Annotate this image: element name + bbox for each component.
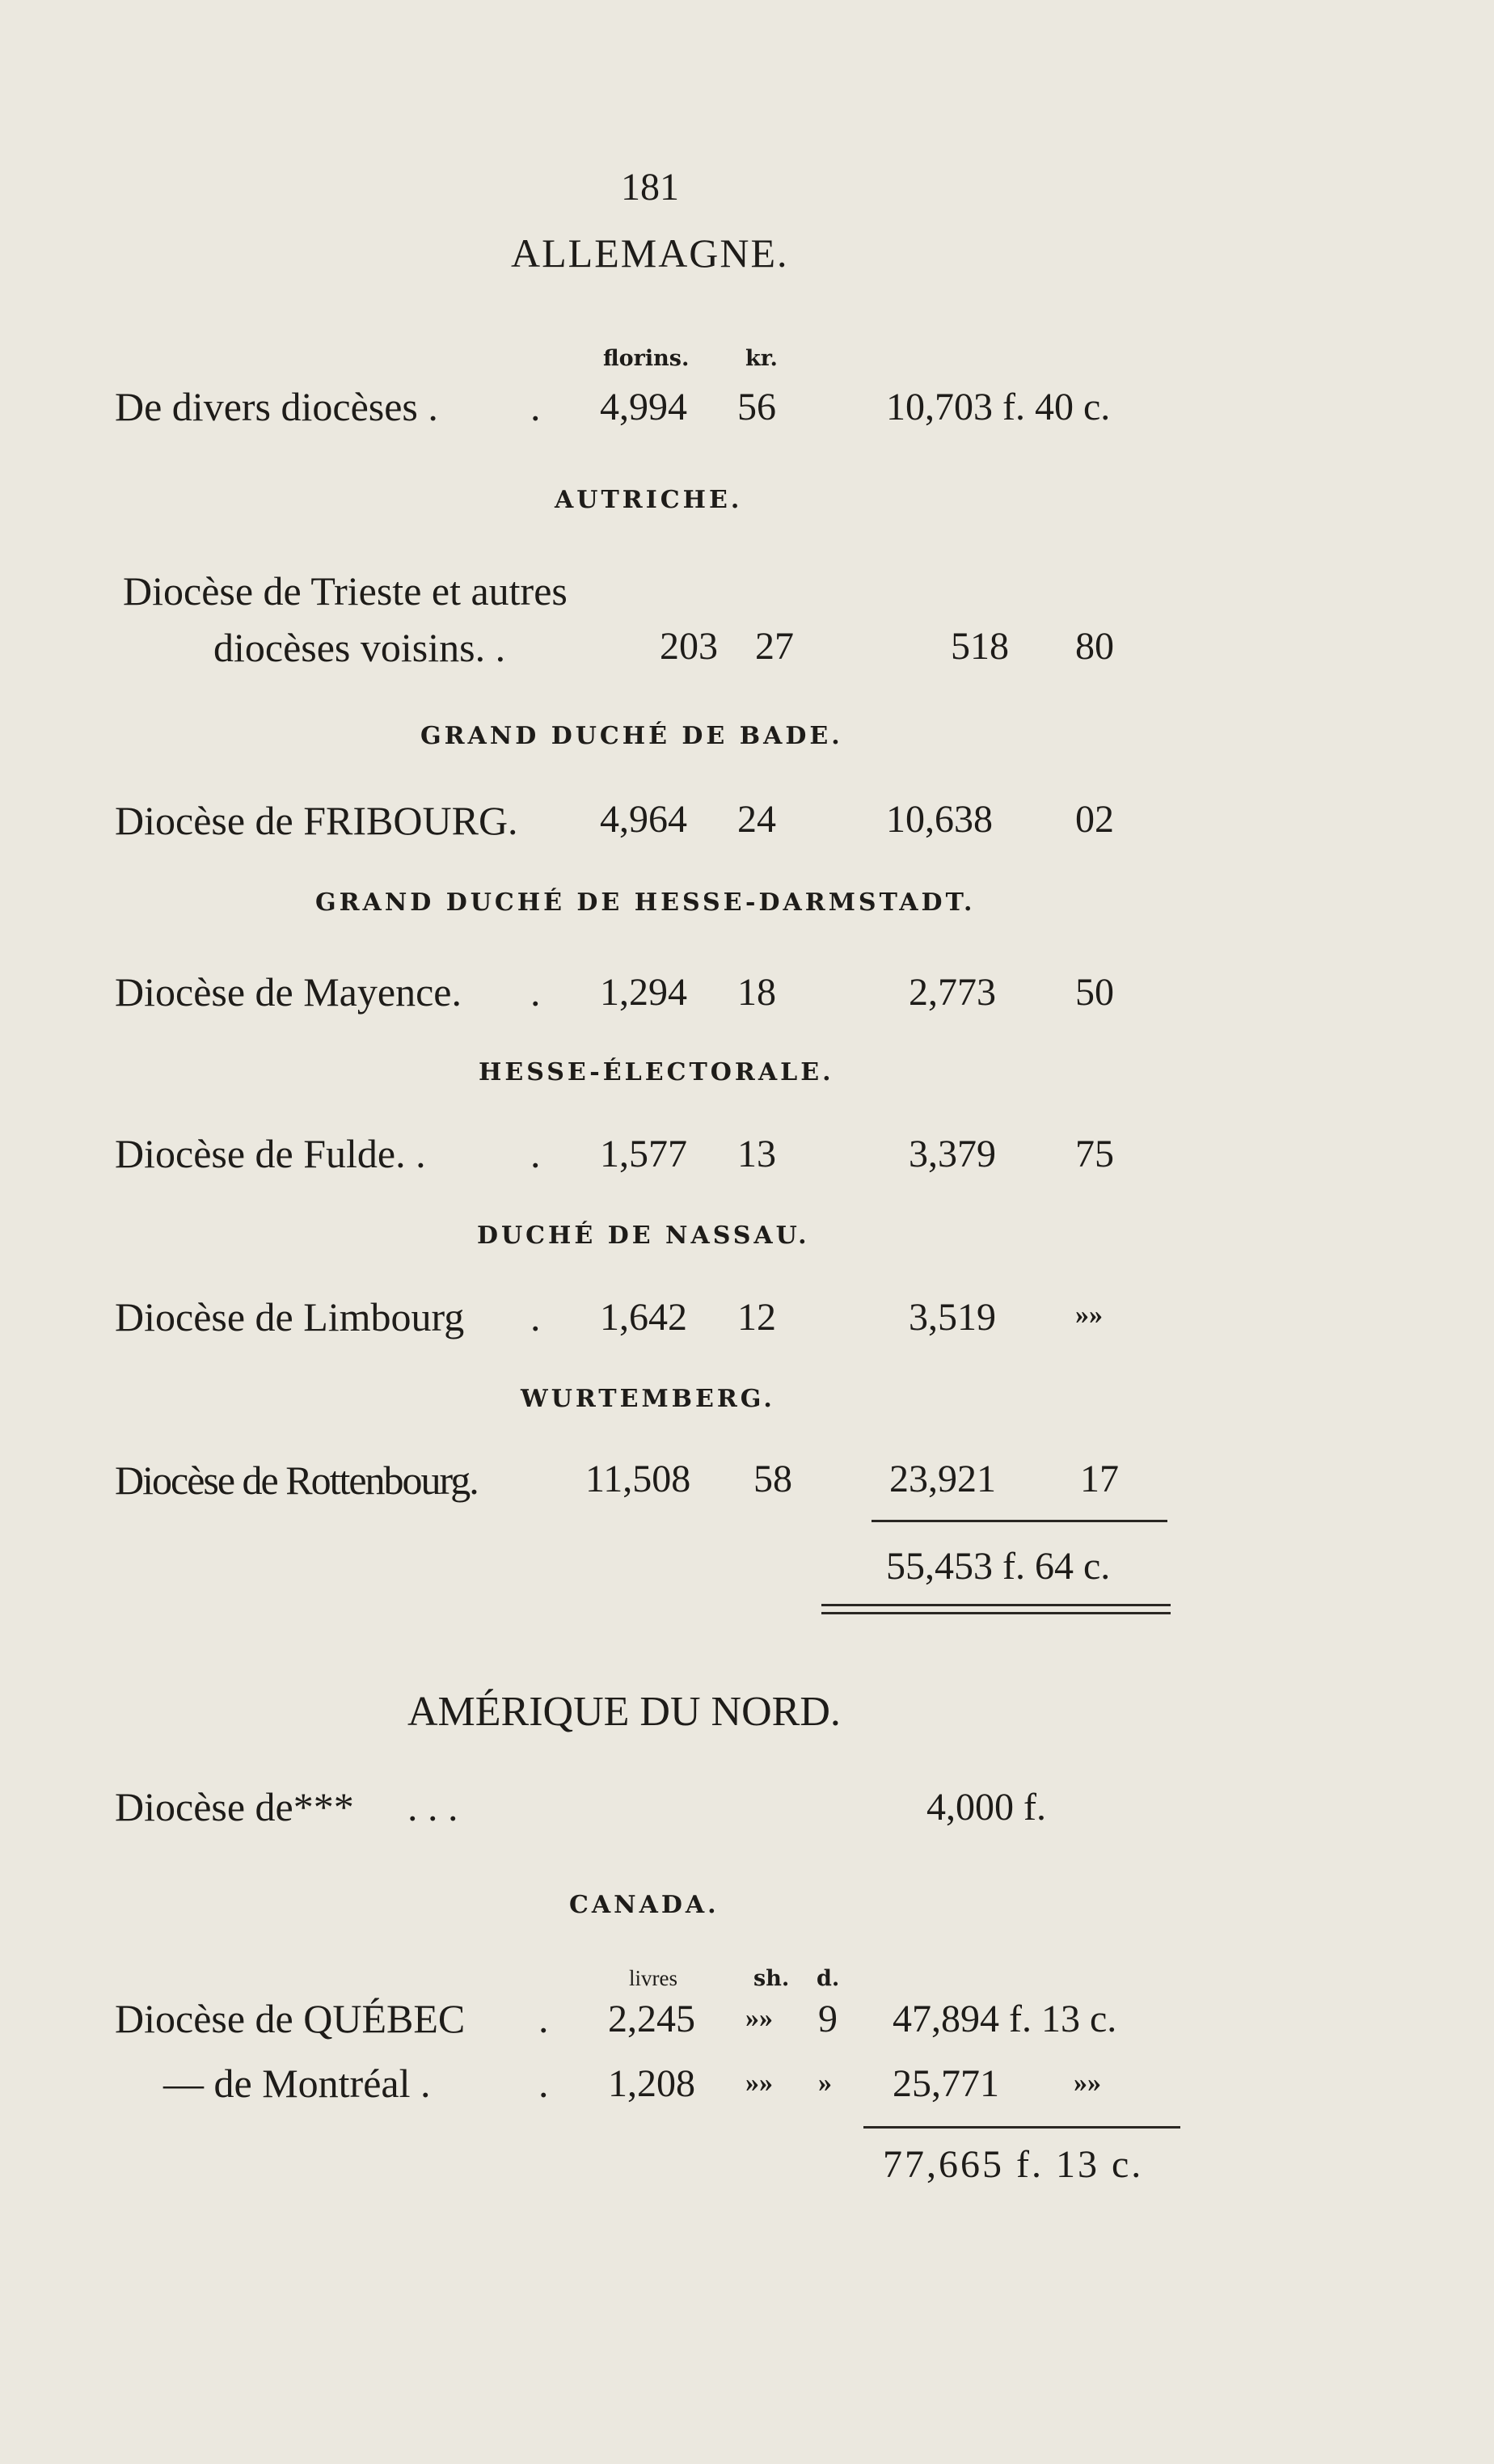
row-dot: . (538, 1996, 549, 2041)
row-florins: 4,994 (600, 386, 687, 428)
row-cents: 80 (1075, 625, 1114, 668)
row-kr: 24 (737, 798, 776, 841)
row-cents: 50 (1075, 971, 1114, 1014)
row-dot: . (530, 384, 541, 429)
row-florins: 1,642 (600, 1296, 687, 1339)
double-rule-top (821, 1604, 1171, 1606)
row-total: 25,771 (893, 2062, 999, 2105)
row-livres: 2,245 (608, 1998, 695, 2040)
row-kr: 56 (737, 386, 776, 428)
row-francs: 518 (951, 625, 1009, 668)
row-label: Diocèse de Trieste et autres (123, 568, 568, 614)
row-cents: »» (1075, 1300, 1103, 1330)
column-header-florins: florins. (603, 346, 690, 371)
row-kr: 58 (753, 1458, 792, 1500)
row-label: Diocèse de QUÉBEC (115, 1996, 466, 2041)
row-d: » (818, 2068, 832, 2098)
heading-hesse-darmstadt: GRAND DUCHÉ DE HESSE-DARMSTADT. (315, 888, 976, 917)
row-cents: 02 (1075, 798, 1114, 841)
heading-hesse-electorale: HESSE-ÉLECTORALE. (479, 1058, 834, 1086)
row-label-continued: diocèses voisins. . (213, 625, 506, 670)
canada-total: 77,665 f. 13 c. (883, 2143, 1144, 2186)
row-cents: 75 (1075, 1133, 1114, 1175)
row-francs: 3,379 (909, 1133, 996, 1175)
row-label: Diocèse de*** (115, 1784, 354, 1829)
row-kr: 27 (755, 625, 794, 668)
row-label: De divers diocèses . (115, 384, 438, 429)
row-kr: 12 (737, 1296, 776, 1339)
row-kr: 13 (737, 1133, 776, 1175)
row-florins: 1,294 (600, 971, 687, 1014)
double-rule-bottom (821, 1612, 1171, 1614)
section-title-allemagne: ALLEMAGNE. (511, 230, 789, 276)
row-label: Diocèse de Limbourg (115, 1294, 465, 1340)
row-dot: . (538, 2061, 549, 2106)
heading-duche-de-nassau: DUCHÉ DE NASSAU. (477, 1221, 810, 1250)
heading-wurtemberg: WURTEMBERG. (521, 1385, 775, 1413)
row-francs: 10,638 (886, 798, 993, 841)
row-dots: . . . (407, 1784, 458, 1829)
row-label: Diocèse de FRIBOURG. (115, 798, 518, 843)
heading-autriche: AUTRICHE. (555, 486, 743, 514)
row-francs: 23,921 (889, 1458, 996, 1500)
row-dot: . (530, 1131, 541, 1176)
sum-rule (872, 1520, 1167, 1522)
row-francs: 3,519 (909, 1296, 996, 1339)
page-number: 181 (621, 166, 679, 209)
section-title-amerique-du-nord: AMÉRIQUE DU NORD. (407, 1689, 841, 1735)
row-francs: 2,773 (909, 971, 996, 1014)
row-d: 9 (818, 1998, 838, 2040)
column-header-kr: kr. (745, 346, 778, 371)
row-livres: 1,208 (608, 2062, 695, 2105)
row-florins: 203 (660, 625, 718, 668)
heading-canada: CANADA. (569, 1891, 720, 1919)
row-label: Diocèse de Fulde. . (115, 1131, 426, 1176)
row-label: — de Montréal . (163, 2061, 431, 2106)
column-header-sh: sh. (753, 1966, 790, 1991)
row-cents: 17 (1080, 1458, 1119, 1500)
row-florins: 1,577 (600, 1133, 687, 1175)
row-total: 10,703 f. 40 c. (886, 386, 1111, 428)
row-label: Diocèse de Mayence. (115, 969, 462, 1015)
row-dot: . (530, 1294, 541, 1340)
column-header-livres: livres (629, 1966, 677, 1990)
row-amount: 4,000 f. (926, 1786, 1046, 1829)
row-label: Diocèse de Rottenbourg. (115, 1458, 478, 1503)
row-florins: 11,508 (585, 1458, 691, 1500)
heading-grand-duche-de-bade: GRAND DUCHÉ DE BADE. (420, 722, 843, 750)
row-cents: »» (1074, 2068, 1101, 2098)
allemagne-total: 55,453 f. 64 c. (886, 1545, 1111, 1588)
sum-rule (863, 2126, 1180, 2129)
row-sh: »» (745, 2003, 773, 2033)
row-total: 47,894 f. 13 c. (893, 1998, 1117, 2040)
row-dot: . (530, 969, 541, 1015)
row-florins: 4,964 (600, 798, 687, 841)
row-kr: 18 (737, 971, 776, 1014)
row-sh: »» (745, 2068, 773, 2098)
column-header-d: d. (817, 1966, 840, 1991)
